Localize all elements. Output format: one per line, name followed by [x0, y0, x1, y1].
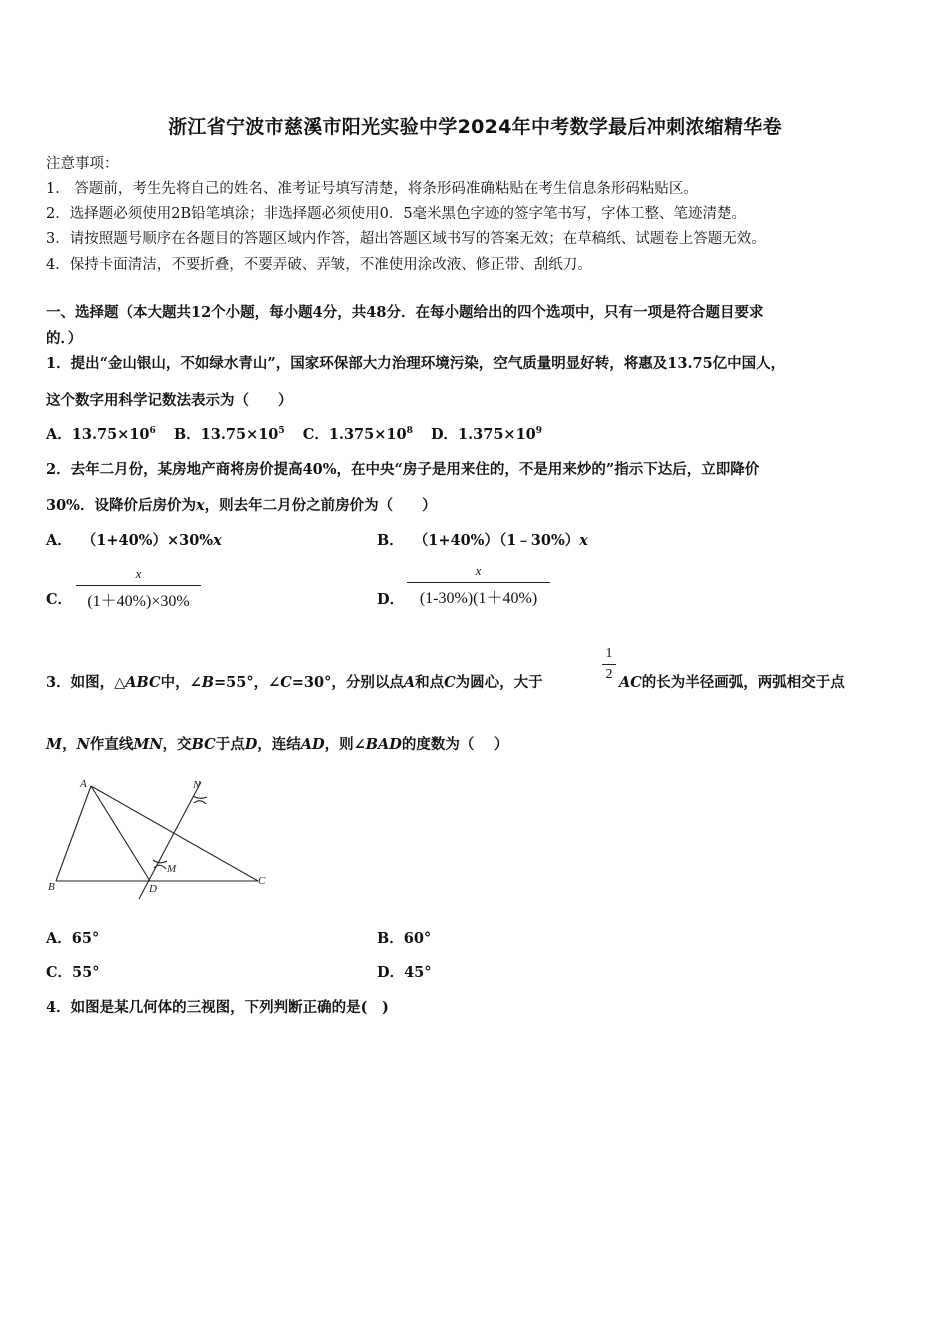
label-m: M	[167, 863, 177, 875]
arc-n-1	[193, 796, 207, 798]
notice-heading: 注意事项：	[46, 156, 119, 172]
segment-ad	[91, 786, 150, 881]
question-3-line1-start: 3．如图，△ABC中，∠B=55°，∠C=30°，分别以点A和点C为圆心，大于	[46, 674, 543, 691]
label-b: B	[48, 881, 55, 893]
q2-option-b[interactable]: B． （1+40%）（1﹣30%）x	[377, 532, 588, 549]
arc-n-2	[194, 801, 206, 804]
notice-item-4: 4．保持卡面清洁，不要折叠，不要弄破、弄皱，不准使用涂改液、修正带、刮纸刀。	[46, 257, 592, 273]
triangle-figure	[40, 772, 280, 904]
question-2-line1: 2．去年二月份，某房地产商将房价提高40%，在中央“房子是用来住的，不是用来炒的”指示下达后，立即降价	[46, 461, 760, 478]
q1-option-a[interactable]: A．$13.75\times 10^6$	[46, 426, 156, 443]
section-heading-line2: 的．）	[46, 330, 83, 347]
notice-item-3: 3．请按照题号顺序在各题目的答题区域内作答，超出答题区域书写的答案无效；在草稿纸、试题卷上答题无效。	[46, 231, 766, 247]
q1-option-c[interactable]: C．$1.375\times 10^8$	[302, 426, 413, 443]
q3-option-b[interactable]: B．60°	[377, 930, 432, 947]
q1-option-d[interactable]: D．$1.375\times 10^9$	[430, 426, 543, 443]
question-1-options	[46, 423, 542, 444]
q3-option-a[interactable]: A．65°	[46, 930, 100, 947]
q2-option-a[interactable]: A． （1+40%）×30%x	[46, 532, 222, 549]
question-3-line1-end: AC的长为半径画弧，两弧相交于点	[619, 674, 845, 691]
section-heading-line1: 一、选择题（本大题共12个小题，每小题4分，共48分．在每小题给出的四个选项中，只有一项是符合题目要求	[46, 304, 764, 321]
label-n: N	[193, 779, 201, 791]
question-1-line2: 这个数字用科学记数法表示为（ ）	[46, 392, 293, 409]
q3-half-fraction: 1 2	[602, 646, 616, 683]
segment-ab	[56, 786, 91, 881]
q2-option-d-fraction[interactable]: x (1-30%)(1＋40%)	[407, 563, 550, 608]
q3-option-d[interactable]: D．45°	[377, 964, 432, 981]
label-d: D	[149, 883, 157, 895]
label-a: A	[80, 778, 87, 790]
notice-item-1: 1． 答题前，考生先将自己的姓名、准考证号填写清楚，将条形码准确粘贴在考生信息条形码粘贴区。	[46, 181, 698, 197]
label-c: C	[258, 875, 266, 887]
q3-option-c[interactable]: C．55°	[46, 964, 100, 981]
question-1-line1: 1．提出“金山银山，不如绿水青山”，国家环保部大力治理环境污染，空气质量明显好转，将惠及13.75亿中国人，	[46, 355, 786, 372]
q2-option-c-fraction[interactable]: x (1＋40%)×30%	[76, 566, 201, 611]
question-4: 4．如图是某几何体的三视图，下列判断正确的是( )	[46, 999, 389, 1016]
q2-option-d-label[interactable]: D．	[377, 591, 405, 608]
q2-option-c-label[interactable]: C．	[46, 591, 73, 608]
q1-option-b[interactable]: B．$13.75\times 10^5$	[173, 426, 285, 443]
page-title: 浙江省宁波市慈溪市阳光实验中学2024年中考数学最后冲刺浓缩精华卷	[168, 116, 782, 138]
question-3-line2: M，N作直线MN，交BC于点D，连结AD，则∠BAD的度数为（ ）	[46, 736, 509, 753]
question-2-line2: 30%．设降价后房价为x，则去年二月份之前房价为（ ）	[46, 497, 437, 514]
notice-item-2: 2．选择题必须使用2B铅笔填涂；非选择题必须使用0．5毫米黑色字迹的签字笔书写，字体工整、笔迹清楚。	[46, 206, 747, 222]
